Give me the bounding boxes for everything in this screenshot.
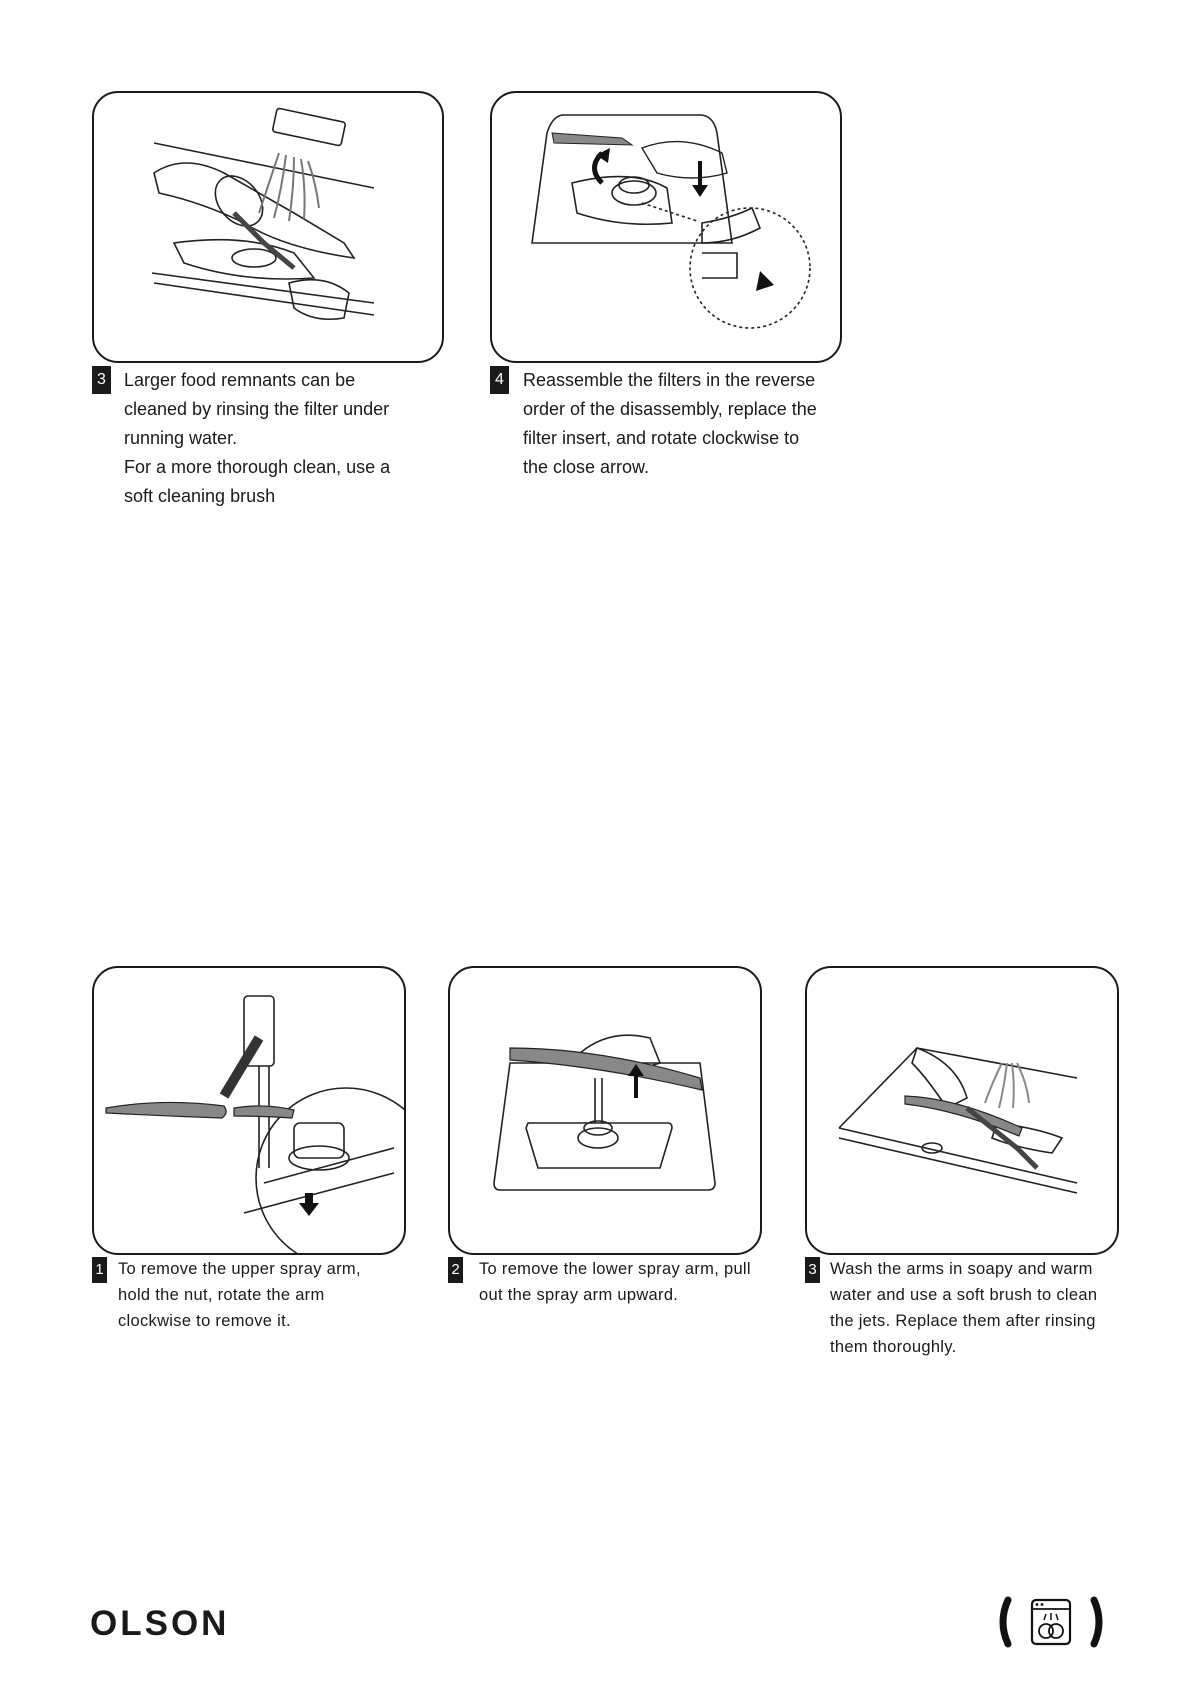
text-line: water and use a soft brush to clean: [830, 1286, 1098, 1304]
step-3-description: [124, 366, 444, 511]
text-line: out the spray arm upward.: [479, 1286, 679, 1304]
spray-arm-washing-drawing: [807, 968, 1117, 1253]
text-line: soft cleaning brush: [124, 486, 276, 506]
dishwasher-icon: [996, 1594, 1106, 1650]
illustration-upper-spray-arm-removal: [92, 966, 406, 1255]
step-3-wash-description: [830, 1256, 1130, 1360]
step-badge-2: 2: [448, 1257, 463, 1283]
illustration-filter-reassembly: [490, 91, 842, 363]
text-line: order of the disassembly, replace the: [523, 399, 817, 419]
text-line: running water.: [124, 428, 238, 448]
text-line: To remove the upper spray arm,: [118, 1260, 361, 1278]
step-badge-3-wash: 3: [805, 1257, 820, 1283]
step-2-description: [479, 1256, 769, 1308]
brand-logo: OLSON: [90, 1604, 230, 1643]
text-line: cleaned by rinsing the filter under: [124, 399, 390, 419]
step-badge-4: 4: [490, 366, 509, 394]
text-line: hold the nut, rotate the arm: [118, 1286, 325, 1304]
text-line: clockwise to remove it.: [118, 1312, 291, 1330]
step-badge-3: 3: [92, 366, 111, 394]
upper-spray-arm-drawing: [94, 968, 404, 1253]
step-4-description: [523, 366, 853, 482]
text-line: the close arrow.: [523, 457, 650, 477]
step-1-description: [118, 1256, 408, 1334]
text-line: the jets. Replace them after rinsing: [830, 1312, 1096, 1330]
text-line: filter insert, and rotate clockwise to: [523, 428, 800, 448]
filter-reassembly-drawing: [492, 93, 840, 361]
text-line: Larger food remnants can be: [124, 370, 356, 390]
filter-rinsing-drawing: [94, 93, 442, 361]
illustration-lower-spray-arm-removal: [448, 966, 762, 1255]
text-line: Wash the arms in soapy and warm: [830, 1260, 1093, 1278]
text-line: Reassemble the filters in the reverse: [523, 370, 816, 390]
step-badge-1: 1: [92, 1257, 107, 1283]
lower-spray-arm-drawing: [450, 968, 760, 1253]
text-line: For a more thorough clean, use a: [124, 457, 391, 477]
text-line: To remove the lower spray arm, pull: [479, 1260, 751, 1278]
illustration-spray-arm-washing: [805, 966, 1119, 1255]
text-line: them thoroughly.: [830, 1338, 957, 1356]
illustration-filter-rinsing: [92, 91, 444, 363]
